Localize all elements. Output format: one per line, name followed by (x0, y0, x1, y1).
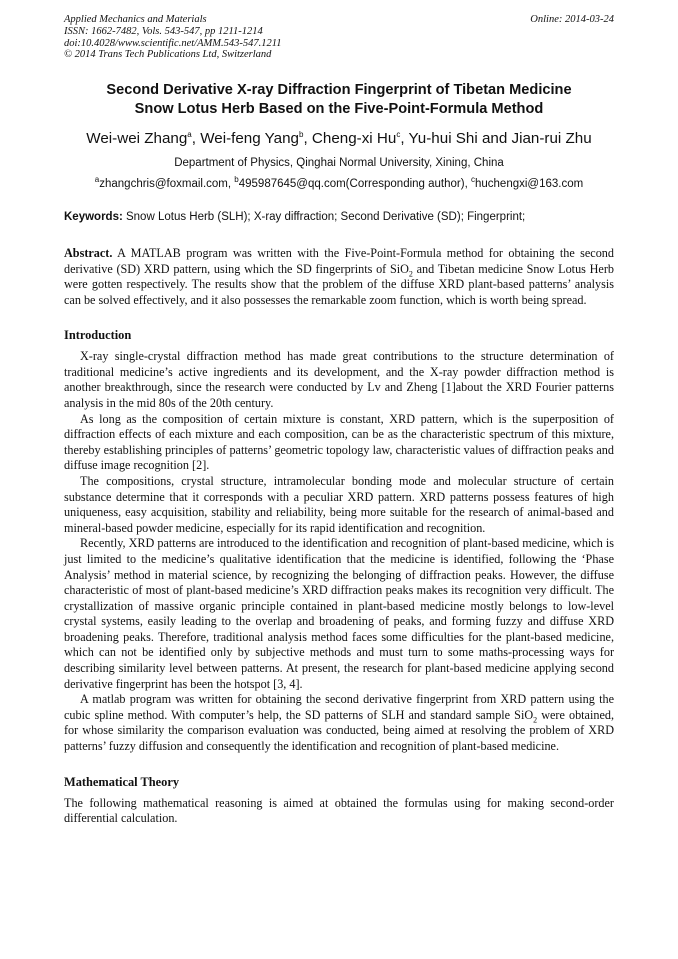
keywords-label: Keywords: (64, 211, 123, 224)
author-sup: b (299, 130, 304, 140)
author-name: Wei-feng Yang (200, 130, 299, 148)
title-line-2: Snow Lotus Herb Based on the Five-Point-Formula Method (134, 101, 544, 118)
author-sep: , (191, 130, 201, 148)
author-sup: c (396, 130, 401, 140)
intro-paragraph-4: Recently, XRD patterns are introduced to the identification and recognition of plant-based medicine, which is just limited to the medicine’s qualitative identification that the medicine is identified, following the ‘Phase Analysis’ method in material science, by recognizing the belonging of diffraction peaks. However, the diffuse characteristic of most of plant-based medicine’s XRD diffraction peaks makes its recognition very difficult. The crystallization of massive organic principle contained in plant-based medicine mostly belongs to low-level crystal systems, easily leading to the overlap and broadening of peaks, and forming fuzzy and diffuse XRD broadening peaks. Therefore, traditional analysis method faces some difficulties for the plant-based medicine, which can not be identified only by subjective methods and must turn to some maths-processing ways for describing similarity level between patterns. At present, the research for plant-based medicine applying second derivative fingerprint has been the hotspot [3, 4]. (64, 536, 614, 691)
author-name: Cheng-xi Hu (311, 130, 397, 148)
publication-header (64, 14, 614, 61)
email-link[interactable]: 495987645@qq.com(Corresponding author), (238, 178, 471, 191)
copyright-line: © 2014 Trans Tech Publications Ltd, Switzerland (64, 49, 272, 61)
abstract-text-2: and Tibetan medicine Snow Lotus Herb were gotten respectively. The results show that the problem of the diffuse XRD plant-based patterns’ analysis can be solved effectively, and it also possesses the remarkable zoom function, which is worth being spread. (64, 261, 614, 307)
intro-paragraph-2: As long as the composition of certain mixture is constant, XRD pattern, which is the superposition of diffraction effects of each mixture and each composition, can be as the characteristic spectrum of this mixture, thereby establishing principles of patterns’ geometric topology law, characteristic values of diffraction peaks and diffuse image recognition [2]. (64, 411, 614, 473)
author-sep: , (303, 130, 312, 148)
doi-line: doi:10.4028/www.scientific.net/AMM.543-547.1211 (64, 37, 282, 49)
email-link[interactable]: huchengxi@163.com (474, 178, 584, 191)
abstract (64, 246, 614, 308)
author-sup: a (187, 130, 192, 140)
author-sep: , (400, 130, 409, 148)
abstract-label: Abstract. (64, 246, 113, 261)
email-list (64, 177, 614, 191)
title-line-1: Second Derivative X-ray Diffraction Fingerprint of Tibetan Medicine (106, 82, 572, 99)
intro-paragraph-1: X-ray single-crystal diffraction method has made great contributions to the structure determination of traditional medicine’s active ingredients and its development, and the X-ray powder diffraction method is another breakthrough, since the research were conducted by Lv and Zheng [1]about the XRD Fourier patterns analysis in the mid 80s of the 20th century. (64, 349, 614, 410)
math-theory-heading: Mathematical Theory (64, 774, 180, 789)
online-date: Online: 2014-03-24 (530, 14, 614, 25)
email-sup: c (470, 175, 475, 185)
keywords-text: Snow Lotus Herb (SLH); X-ray diffraction; Second Derivative (SD); Fingerprint; (122, 211, 526, 224)
email-sup: b (234, 175, 239, 185)
introduction-heading: Introduction (64, 328, 132, 343)
intro-paragraph-5 (64, 692, 614, 754)
intro-p5-text-1: A matlab program was written for obtaining the second derivative fingerprint from XRD pattern using the cubic spline method. With computer’s help, the SD patterns of SLH and standard sample SiO (64, 692, 614, 722)
paper-title (64, 81, 614, 119)
journal-name: Applied Mechanics and Materials (64, 14, 207, 25)
intro-p5-subscript: 2 (533, 715, 538, 725)
intro-paragraph-3: The compositions, crystal structure, intramolecular bonding mode and molecular structure of certain substance determine that it corresponds with a peculiar XRD pattern. XRD patterns possess features of high uniqueness, easy acquisition, stability and reliability, being more suitable for the research of animal-based and mineral-based powder medicine, especially for its rapid identification and recognition. (64, 473, 614, 535)
math-paragraph-1: The following mathematical reasoning is aimed at obtained the formulas using for making second-order differential calculation. (64, 795, 614, 826)
paper-page (64, 14, 614, 827)
affiliation: Department of Physics, Qinghai Normal University, Xining, China (174, 157, 504, 170)
author-name: Wei-wei Zhang (86, 130, 188, 148)
issn-line: ISSN: 1662-7482, Vols. 543-547, pp 1211-1214 (64, 25, 263, 37)
abstract-subscript: 2 (408, 269, 413, 279)
keywords (64, 210, 614, 224)
author-list (64, 129, 614, 149)
abstract-text-1: A MATLAB program was written with the Five-Point-Formula method for obtaining the second derivative (SD) XRD pattern, using which the SD fingerprints of SiO (64, 246, 614, 276)
email-link[interactable]: zhangchris@foxmail.com, (99, 178, 235, 191)
email-sup: a (94, 175, 100, 185)
intro-p5-text-2: were obtained, for whose similarity the comparison evaluation was conducted, being aimed at resolving the problem of XRD patterns’ fuzzy diffusion and consequently the identification and recognition of plant-based medicine. (64, 707, 614, 754)
author-name: Yu-hui Shi and Jian-rui Zhu (408, 130, 592, 148)
